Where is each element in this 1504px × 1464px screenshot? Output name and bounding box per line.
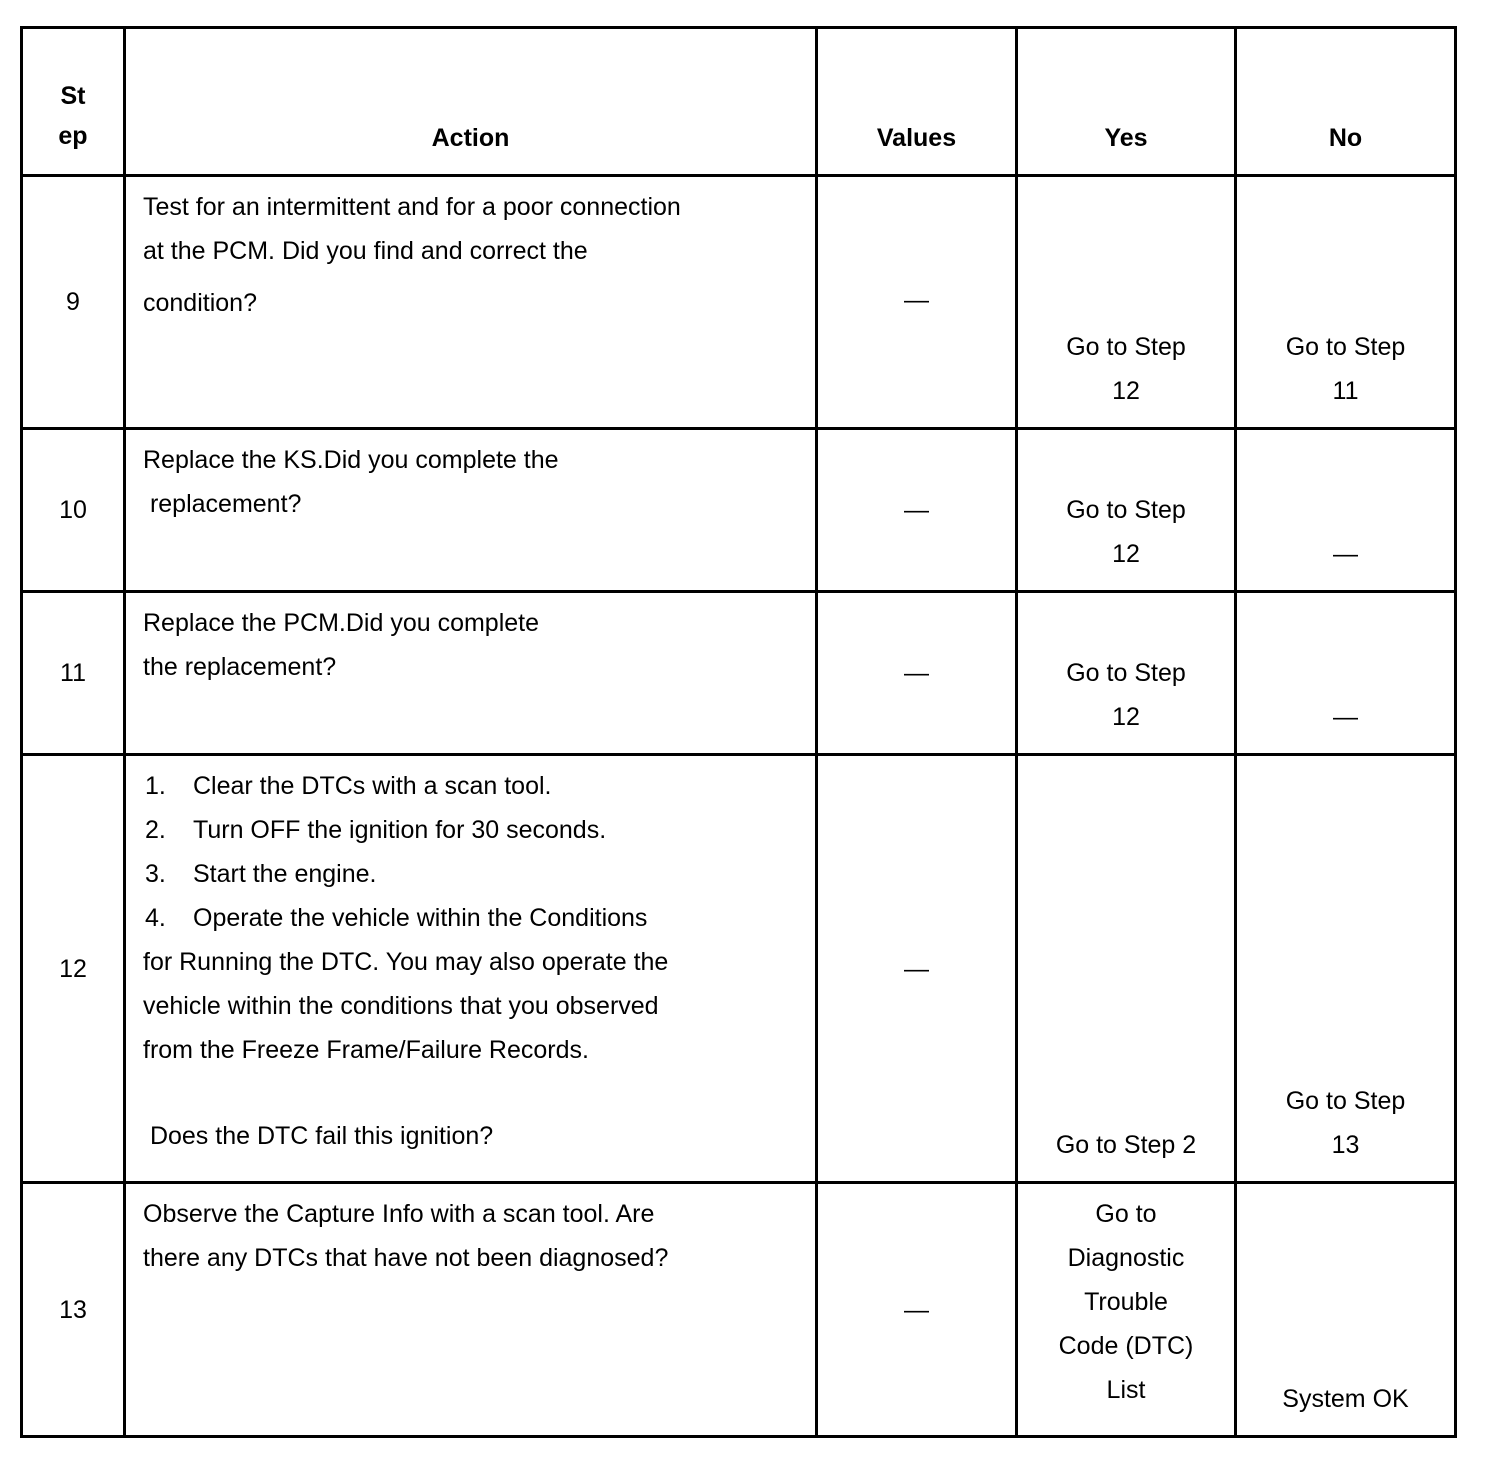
procedure-step <box>143 896 795 940</box>
header-values: Values <box>817 28 1017 176</box>
step-number: 10 <box>22 429 125 592</box>
header-step-line-2: ep <box>58 122 88 150</box>
procedure-step-number: 4. <box>145 904 166 932</box>
header-action: Action <box>125 28 817 176</box>
yes-cell <box>1017 429 1236 592</box>
action-line: at the PCM. Did you find and correct the <box>143 237 588 265</box>
procedure-step-number: 3. <box>145 860 166 888</box>
action-cell <box>125 592 817 755</box>
step-number: 13 <box>22 1183 125 1437</box>
yes-line: Go to <box>1095 1200 1157 1228</box>
procedure-step-number: 2. <box>145 816 166 844</box>
no-cell <box>1236 755 1456 1183</box>
yes-line: 12 <box>1112 540 1140 568</box>
action-line: Replace the PCM.Did you complete <box>143 609 540 637</box>
procedure-step-text: Start the engine. <box>193 860 377 888</box>
no-line: Go to Step <box>1285 333 1406 361</box>
step-number: 9 <box>22 176 125 429</box>
yes-line: Trouble <box>1084 1288 1168 1316</box>
question-line: Does the DTC fail this ignition? <box>143 1122 494 1150</box>
action-line: Replace the KS.Did you complete the <box>143 446 559 474</box>
procedure-step-text: Turn OFF the ignition for 30 seconds. <box>193 816 607 844</box>
procedure-step <box>143 764 795 808</box>
yes-cell <box>1017 755 1236 1183</box>
yes-line: List <box>1106 1376 1146 1404</box>
header-row <box>22 28 1456 176</box>
no-line: 11 <box>1332 377 1359 405</box>
value-cell: — <box>817 1183 1017 1437</box>
action-line: Test for an intermittent and for a poor connection <box>143 193 681 221</box>
yes-line: Go to Step 2 <box>1055 1131 1197 1159</box>
action-line: for Running the DTC. You may also operate the <box>143 948 669 976</box>
step-number: 12 <box>22 755 125 1183</box>
action-line: the replacement? <box>143 653 337 681</box>
yes-cell <box>1017 176 1236 429</box>
yes-line: Code (DTC) <box>1058 1332 1194 1360</box>
no-line: — <box>1333 540 1358 568</box>
header-yes: Yes <box>1017 28 1236 176</box>
no-line: Go to Step <box>1285 1087 1406 1115</box>
diagnostic-table <box>20 26 1457 1438</box>
table-row-step-12 <box>22 755 1456 1183</box>
yes-line: 12 <box>1112 703 1140 731</box>
procedure-step <box>143 808 795 852</box>
value-cell: — <box>817 755 1017 1183</box>
table-row-step-13 <box>22 1183 1456 1437</box>
action-line: Observe the Capture Info with a scan tool. Are <box>143 1200 655 1228</box>
step-number: 11 <box>22 592 125 755</box>
no-cell <box>1236 592 1456 755</box>
yes-line: Go to Step <box>1066 496 1186 524</box>
yes-cell <box>1017 592 1236 755</box>
no-cell <box>1236 429 1456 592</box>
no-line: — <box>1333 703 1358 731</box>
value-cell: — <box>817 592 1017 755</box>
value-cell: — <box>817 176 1017 429</box>
action-line: replacement? <box>143 490 302 518</box>
no-line: 13 <box>1331 1131 1360 1159</box>
action-line: condition? <box>143 289 257 317</box>
yes-line: 12 <box>1112 377 1140 405</box>
no-line: System OK <box>1282 1385 1409 1413</box>
action-cell <box>125 176 817 429</box>
header-step <box>22 28 125 176</box>
header-step-line-1: St <box>60 82 86 110</box>
header-no: No <box>1236 28 1456 176</box>
action-line: there any DTCs that have not been diagnosed? <box>143 1244 669 1272</box>
yes-line: Diagnostic <box>1067 1244 1185 1272</box>
yes-cell <box>1017 1183 1236 1437</box>
no-cell <box>1236 176 1456 429</box>
table-row-step-11 <box>22 592 1456 755</box>
procedure-step-text: Operate the vehicle within the Conditions <box>193 904 648 932</box>
table-row-step-10 <box>22 429 1456 592</box>
table-row-step-9 <box>22 176 1456 429</box>
yes-line: Go to Step <box>1066 659 1186 687</box>
value-cell: — <box>817 429 1017 592</box>
procedure-step-text: Clear the DTCs with a scan tool. <box>193 772 552 800</box>
action-line: vehicle within the conditions that you observed <box>143 992 659 1020</box>
action-cell <box>125 1183 817 1437</box>
spacer <box>143 1072 795 1114</box>
action-cell <box>125 429 817 592</box>
no-cell <box>1236 1183 1456 1437</box>
yes-line: Go to Step <box>1066 333 1186 361</box>
action-cell <box>125 755 817 1183</box>
action-line: from the Freeze Frame/Failure Records. <box>143 1036 589 1064</box>
procedure-step <box>143 852 795 896</box>
procedure-step-number: 1. <box>145 772 166 800</box>
